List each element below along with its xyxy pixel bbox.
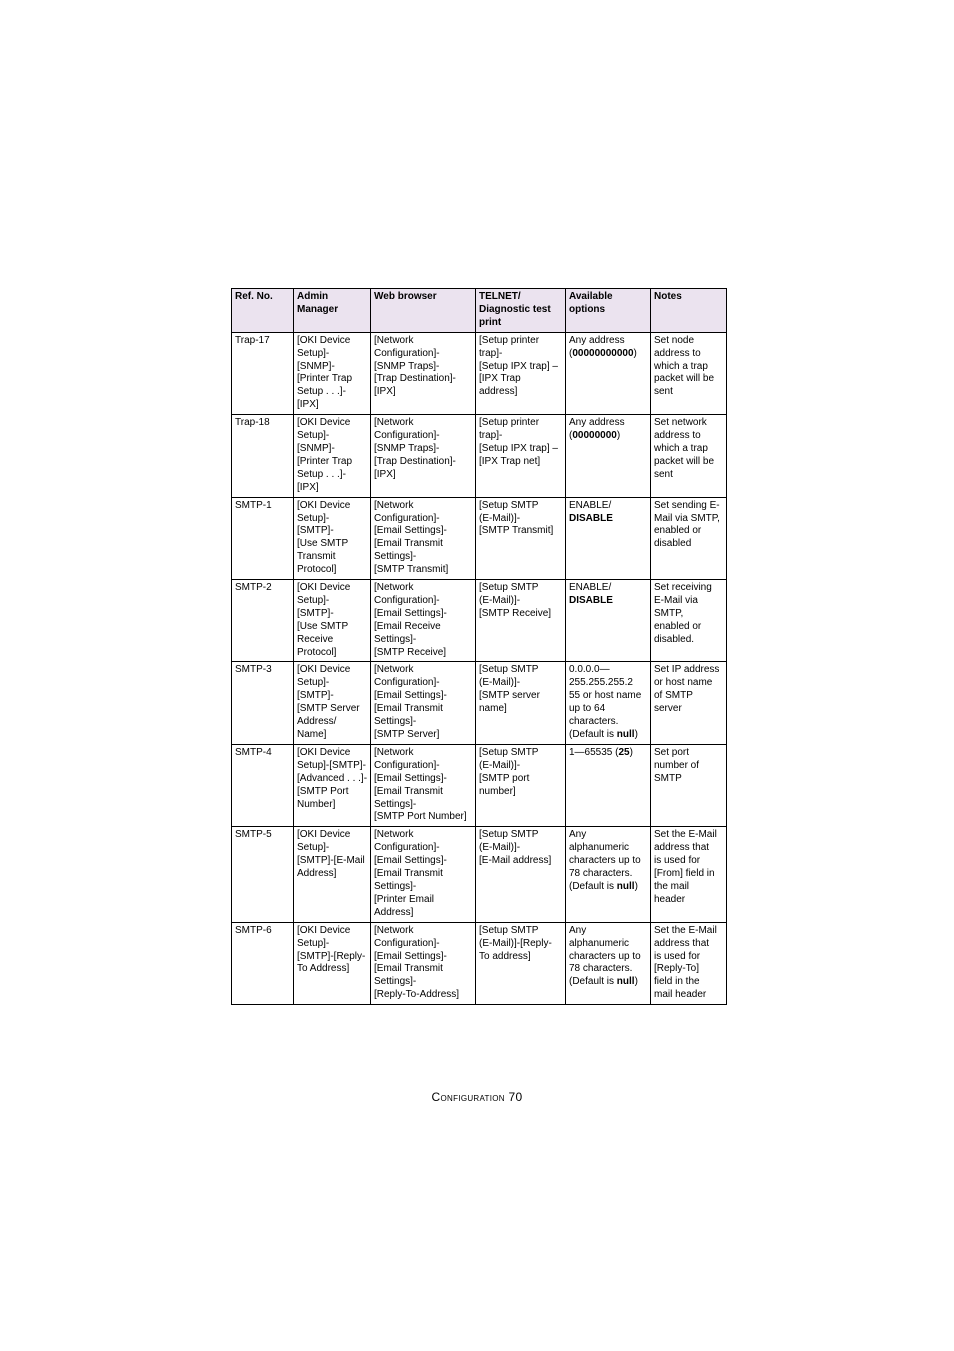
cell-line: [Network (374, 499, 414, 511)
cell-ref-no: SMTP-5 (232, 827, 294, 922)
cell-line: address to (654, 430, 701, 442)
cell-line: Settings]- (374, 716, 417, 728)
cell-line: sent (654, 386, 673, 398)
cell-line: Configuration]- (374, 842, 440, 854)
cell-line: E-Mail via (654, 594, 698, 606)
option-text: ) (634, 976, 638, 988)
cell-telnet (476, 415, 566, 497)
option-text: 55 or host name (569, 690, 642, 702)
option-text: ) (616, 430, 621, 442)
cell-line: [IPX] (374, 386, 396, 398)
cell-line: [SNMP Traps]- (374, 442, 440, 454)
cell-line: [SMTP Transmit] (479, 525, 554, 537)
header-notes: Notes (651, 289, 727, 333)
option-text: (Default is (569, 976, 617, 988)
configuration-table (231, 288, 727, 1005)
cell-notes (651, 580, 727, 662)
cell-line: [SMTP]-[Reply- (297, 950, 366, 962)
cell-ref-no: SMTP-2 (232, 580, 294, 662)
cell-line: [Setup SMTP (479, 746, 539, 758)
cell-line: Configuration]- (374, 347, 440, 359)
cell-line: [Email Receive (374, 620, 441, 632)
option-text: 255.255.255.2 (569, 677, 633, 689)
cell-web (371, 922, 476, 1004)
cell-notes (651, 744, 727, 826)
default-value: 25 (618, 746, 630, 758)
cell-line: Settings]- (374, 798, 417, 810)
option-text: ENABLE/ (569, 499, 612, 511)
cell-line: Configuration]- (374, 759, 440, 771)
cell-line: [SNMP]- (297, 442, 335, 454)
cell-web (371, 744, 476, 826)
cell-line: [IPX] (297, 399, 319, 411)
table-row (232, 827, 727, 922)
option-text: 1—65535 ( (569, 746, 619, 758)
option-text: (Default is (569, 729, 617, 740)
cell-line: [OKI Device (297, 499, 351, 511)
default-value: 00000000 (572, 430, 617, 442)
option-text: ) (629, 746, 633, 758)
cell-line: Setup . . .]- (297, 468, 346, 480)
option-line (569, 690, 648, 703)
option-text: 78 characters. (569, 868, 633, 880)
option-line (569, 963, 648, 976)
cell-line: [IPX Trap (479, 373, 521, 385)
cell-line: [Email Settings]- (374, 772, 447, 784)
cell-admin (294, 332, 371, 414)
cell-line: [Printer Email (374, 893, 435, 905)
cell-line: Setup]- (297, 842, 330, 854)
cell-line: [Printer Trap (297, 373, 353, 385)
option-text: 78 characters. (569, 963, 633, 975)
cell-line: Set IP address (654, 664, 720, 676)
cell-available-options (566, 332, 651, 414)
cell-line: mail header (654, 989, 707, 1001)
option-text: Any address (569, 417, 625, 429)
cell-line: number] (479, 785, 516, 797)
cell-line: [Email Settings]- (374, 855, 447, 867)
cell-line: [Email Transmit (374, 538, 443, 550)
option-line (569, 595, 648, 608)
cell-line: [IPX] (374, 468, 396, 480)
table-header-row (232, 289, 727, 333)
cell-line: [E-Mail address] (479, 855, 552, 867)
cell-line: Set port (654, 746, 690, 758)
cell-line: Protocol] (297, 646, 337, 658)
cell-line: [SMTP Server (297, 703, 360, 715)
cell-line: Number] (297, 798, 336, 810)
cell-line: [SMTP Transmit] (374, 564, 449, 576)
cell-line: packet will be (654, 373, 715, 385)
cell-line: [Setup SMTP (479, 499, 539, 511)
cell-line: Name] (297, 729, 327, 740)
cell-line: [SMTP server (479, 690, 540, 702)
cell-line: [Email Transmit (374, 868, 443, 880)
cell-line: Setup . . .]- (297, 386, 346, 398)
cell-notes (651, 922, 727, 1004)
cell-line: sent (654, 468, 673, 480)
cell-line: server (654, 703, 682, 715)
header-telnet: TELNET/ Diagnostic test print (476, 289, 566, 333)
cell-notes (651, 415, 727, 497)
cell-available-options (566, 744, 651, 826)
cell-line: which a trap (654, 442, 708, 454)
default-value: DISABLE (569, 512, 613, 524)
cell-telnet (476, 497, 566, 579)
cell-admin (294, 744, 371, 826)
option-line (569, 582, 648, 595)
option-line (569, 842, 648, 855)
cell-ref-no: SMTP-1 (232, 497, 294, 579)
cell-line: [Setup SMTP (479, 664, 539, 676)
footer-section-title: Configuration (431, 1090, 505, 1104)
cell-telnet (476, 827, 566, 922)
cell-line: is used for (654, 950, 701, 962)
cell-web (371, 415, 476, 497)
cell-ref-no: SMTP-4 (232, 744, 294, 826)
cell-line: Set network (654, 417, 707, 429)
cell-line: Configuration]- (374, 677, 440, 689)
cell-line: the mail (654, 880, 690, 892)
cell-line: Address] (374, 906, 414, 918)
option-line (569, 976, 648, 989)
cell-line: enabled or (654, 620, 702, 632)
cell-line: trap]- (479, 347, 503, 359)
option-text: ) (634, 880, 638, 892)
cell-line: [SMTP Receive] (479, 607, 552, 619)
cell-line: [Setup printer (479, 334, 540, 346)
cell-line: Receive (297, 633, 334, 645)
cell-line: [Email Transmit (374, 703, 443, 715)
cell-line: [Network (374, 582, 414, 594)
option-text: ) (634, 729, 638, 740)
option-line (569, 951, 648, 964)
cell-line: address] (479, 386, 518, 398)
cell-line: Set node (654, 334, 695, 346)
cell-line: address to (654, 347, 701, 359)
default-value: null (616, 880, 635, 892)
cell-admin (294, 922, 371, 1004)
cell-line: address that (654, 842, 710, 854)
cell-notes (651, 332, 727, 414)
cell-line: SMTP (654, 772, 682, 784)
cell-line: Settings]- (374, 551, 417, 563)
cell-admin (294, 580, 371, 662)
cell-line: Set receiving (654, 582, 712, 594)
cell-line: [IPX Trap net] (479, 455, 541, 467)
cell-line: [Email Settings]- (374, 950, 447, 962)
option-line (569, 729, 648, 742)
option-text: ( (569, 430, 573, 442)
cell-line: Configuration]- (374, 594, 440, 606)
default-value: DISABLE (569, 594, 613, 606)
cell-telnet (476, 662, 566, 744)
option-text: alphanumeric (569, 842, 630, 854)
option-text: characters up to (569, 855, 641, 867)
cell-line: [Reply-To-Address] (374, 989, 460, 1001)
option-line (569, 747, 648, 760)
table-row (232, 662, 727, 744)
cell-ref-no: Trap-17 (232, 332, 294, 414)
cell-admin (294, 497, 371, 579)
cell-available-options (566, 497, 651, 579)
cell-line: Set the E-Mail (654, 829, 717, 841)
cell-line: [Network (374, 829, 414, 841)
header-ref-no: Ref. No. (232, 289, 294, 333)
option-line (569, 855, 648, 868)
option-line (569, 664, 648, 677)
cell-line: [Email Transmit (374, 963, 443, 975)
cell-line: trap]- (479, 430, 503, 442)
cell-line: [Use SMTP (297, 620, 349, 632)
cell-line: Setup]- (297, 512, 330, 524)
cell-line: [OKI Device (297, 924, 351, 936)
cell-line: [SMTP]- (297, 607, 334, 619)
cell-line: [Network (374, 924, 414, 936)
option-line (569, 348, 648, 361)
cell-line: Setup]- (297, 430, 330, 442)
option-text: up to 64 (569, 703, 606, 715)
cell-web (371, 332, 476, 414)
option-text: characters up to (569, 950, 641, 962)
option-line (569, 881, 648, 894)
table-row (232, 922, 727, 1004)
cell-line: Settings]- (374, 633, 417, 645)
cell-line: Address/ (297, 716, 337, 728)
option-line (569, 829, 648, 842)
cell-line: Setup]- (297, 677, 330, 689)
cell-line: [IPX] (297, 481, 319, 493)
cell-line: [Reply-To] (654, 963, 700, 975)
cell-line: (E-Mail)]-[Reply- (479, 937, 552, 949)
option-text: ( (569, 347, 573, 359)
cell-line: address that (654, 937, 710, 949)
cell-line: [Network (374, 334, 414, 346)
option-line (569, 513, 648, 526)
cell-line: [OKI Device (297, 746, 351, 758)
cell-line: disabled (654, 538, 692, 550)
table-row (232, 497, 727, 579)
cell-available-options (566, 580, 651, 662)
cell-line: enabled or (654, 525, 702, 537)
cell-line: [SMTP Port (297, 785, 349, 797)
option-text: ENABLE/ (569, 582, 612, 594)
cell-admin (294, 415, 371, 497)
cell-line: [Setup SMTP (479, 924, 539, 936)
cell-line: [Setup SMTP (479, 829, 539, 841)
cell-available-options (566, 662, 651, 744)
option-text: ) (633, 347, 637, 359)
default-value: null (616, 729, 635, 740)
cell-available-options (566, 415, 651, 497)
cell-web (371, 497, 476, 579)
cell-line: [Setup IPX trap] – (479, 360, 558, 372)
cell-line: field in the (654, 976, 700, 988)
cell-ref-no: SMTP-6 (232, 922, 294, 1004)
cell-line: [SNMP]- (297, 360, 335, 372)
cell-notes (651, 827, 727, 922)
cell-line: [Use SMTP (297, 538, 349, 550)
cell-line: [Email Settings]- (374, 525, 447, 537)
cell-line: [SMTP Receive] (374, 646, 447, 658)
cell-line: SMTP, (654, 607, 684, 619)
option-line (569, 417, 648, 430)
option-text: alphanumeric (569, 937, 630, 949)
cell-line: Mail via SMTP, (654, 512, 720, 524)
cell-line: [Advanced . . .]- (297, 772, 368, 784)
cell-line: [Email Settings]- (374, 607, 447, 619)
cell-line: Configuration]- (374, 512, 440, 524)
option-line (569, 335, 648, 348)
cell-line: [Network (374, 746, 414, 758)
cell-line: [Network (374, 664, 414, 676)
cell-line: disabled. (654, 633, 695, 645)
cell-line: Protocol] (297, 564, 337, 576)
cell-web (371, 580, 476, 662)
cell-line: [SNMP Traps]- (374, 360, 440, 372)
cell-line: [Printer Trap (297, 455, 353, 467)
cell-line: [OKI Device (297, 829, 351, 841)
cell-line: Settings]- (374, 976, 417, 988)
option-text: (Default is (569, 880, 617, 892)
cell-notes (651, 662, 727, 744)
table-row (232, 415, 727, 497)
cell-line: Setup]- (297, 594, 330, 606)
cell-web (371, 827, 476, 922)
option-line (569, 938, 648, 951)
cell-line: [Trap Destination]- (374, 455, 456, 467)
option-line (569, 677, 648, 690)
cell-line: [SMTP]- (297, 690, 334, 702)
cell-line: Set the E-Mail (654, 924, 717, 936)
default-value: null (616, 976, 635, 988)
option-text: characters. (569, 716, 619, 728)
cell-line: To Address] (297, 963, 350, 975)
cell-line: is used for (654, 855, 701, 867)
cell-web (371, 662, 476, 744)
footer-page-number: 70 (508, 1090, 523, 1104)
cell-line: [SMTP]- (297, 525, 334, 537)
cell-line: Setup]- (297, 937, 330, 949)
cell-line: [OKI Device (297, 664, 351, 676)
cell-line: Settings]- (374, 880, 417, 892)
cell-line: [Setup SMTP (479, 582, 539, 594)
cell-line: which a trap (654, 360, 708, 372)
cell-line: Set sending E- (654, 499, 720, 511)
table-row (232, 580, 727, 662)
cell-available-options (566, 827, 651, 922)
cell-line: [OKI Device (297, 582, 351, 594)
page-footer (0, 1090, 954, 1104)
cell-line: (E-Mail)]- (479, 677, 521, 689)
option-text: Any (569, 829, 587, 841)
cell-line: (E-Mail)]- (479, 594, 521, 606)
option-text: Any address (569, 334, 625, 346)
cell-line: (E-Mail)]- (479, 759, 521, 771)
header-available-options: Available options (566, 289, 651, 333)
table-body (232, 332, 727, 1004)
cell-telnet (476, 922, 566, 1004)
cell-line: (E-Mail)]- (479, 842, 521, 854)
cell-line: (E-Mail)]- (479, 512, 521, 524)
cell-line: [SMTP port (479, 772, 530, 784)
cell-line: Address] (297, 868, 337, 880)
table-row (232, 332, 727, 414)
cell-line: Setup]- (297, 347, 330, 359)
cell-notes (651, 497, 727, 579)
cell-line: [Email Settings]- (374, 690, 447, 702)
cell-line: [SMTP Server] (374, 729, 440, 740)
default-value: 00000000000 (572, 347, 634, 359)
cell-line: [SMTP Port Number] (374, 811, 467, 823)
cell-telnet (476, 744, 566, 826)
cell-line: packet will be (654, 455, 715, 467)
cell-available-options (566, 922, 651, 1004)
cell-line: Configuration]- (374, 937, 440, 949)
cell-line: [Trap Destination]- (374, 373, 456, 385)
cell-line: of SMTP (654, 690, 693, 702)
option-line (569, 430, 648, 443)
header-web-browser: Web browser (371, 289, 476, 333)
cell-line: Transmit (297, 551, 336, 563)
cell-line: name] (479, 703, 507, 715)
cell-line: or host name (654, 677, 713, 689)
cell-telnet (476, 332, 566, 414)
option-line (569, 925, 648, 938)
cell-admin (294, 827, 371, 922)
option-text: Any (569, 924, 587, 936)
cell-telnet (476, 580, 566, 662)
cell-line: [OKI Device (297, 417, 351, 429)
cell-line: [Network (374, 417, 414, 429)
option-line (569, 868, 648, 881)
cell-line: [Setup IPX trap] – (479, 442, 558, 454)
cell-ref-no: Trap-18 (232, 415, 294, 497)
cell-line: header (654, 893, 686, 905)
option-line (569, 500, 648, 513)
cell-ref-no: SMTP-3 (232, 662, 294, 744)
cell-line: number of (654, 759, 700, 771)
cell-line: [OKI Device (297, 334, 351, 346)
option-line (569, 716, 648, 729)
cell-line: Setup]-[SMTP]- (297, 759, 366, 771)
table-row (232, 744, 727, 826)
cell-line: [Email Transmit (374, 785, 443, 797)
cell-line: To address] (479, 950, 531, 962)
cell-line: [SMTP]-[E-Mail (297, 855, 365, 867)
option-text: 0.0.0.0— (569, 664, 610, 676)
header-admin-manager: Admin Manager (294, 289, 371, 333)
cell-line: Configuration]- (374, 430, 440, 442)
cell-admin (294, 662, 371, 744)
option-line (569, 703, 648, 716)
cell-line: [Setup printer (479, 417, 540, 429)
cell-line: [From] field in (654, 868, 715, 880)
